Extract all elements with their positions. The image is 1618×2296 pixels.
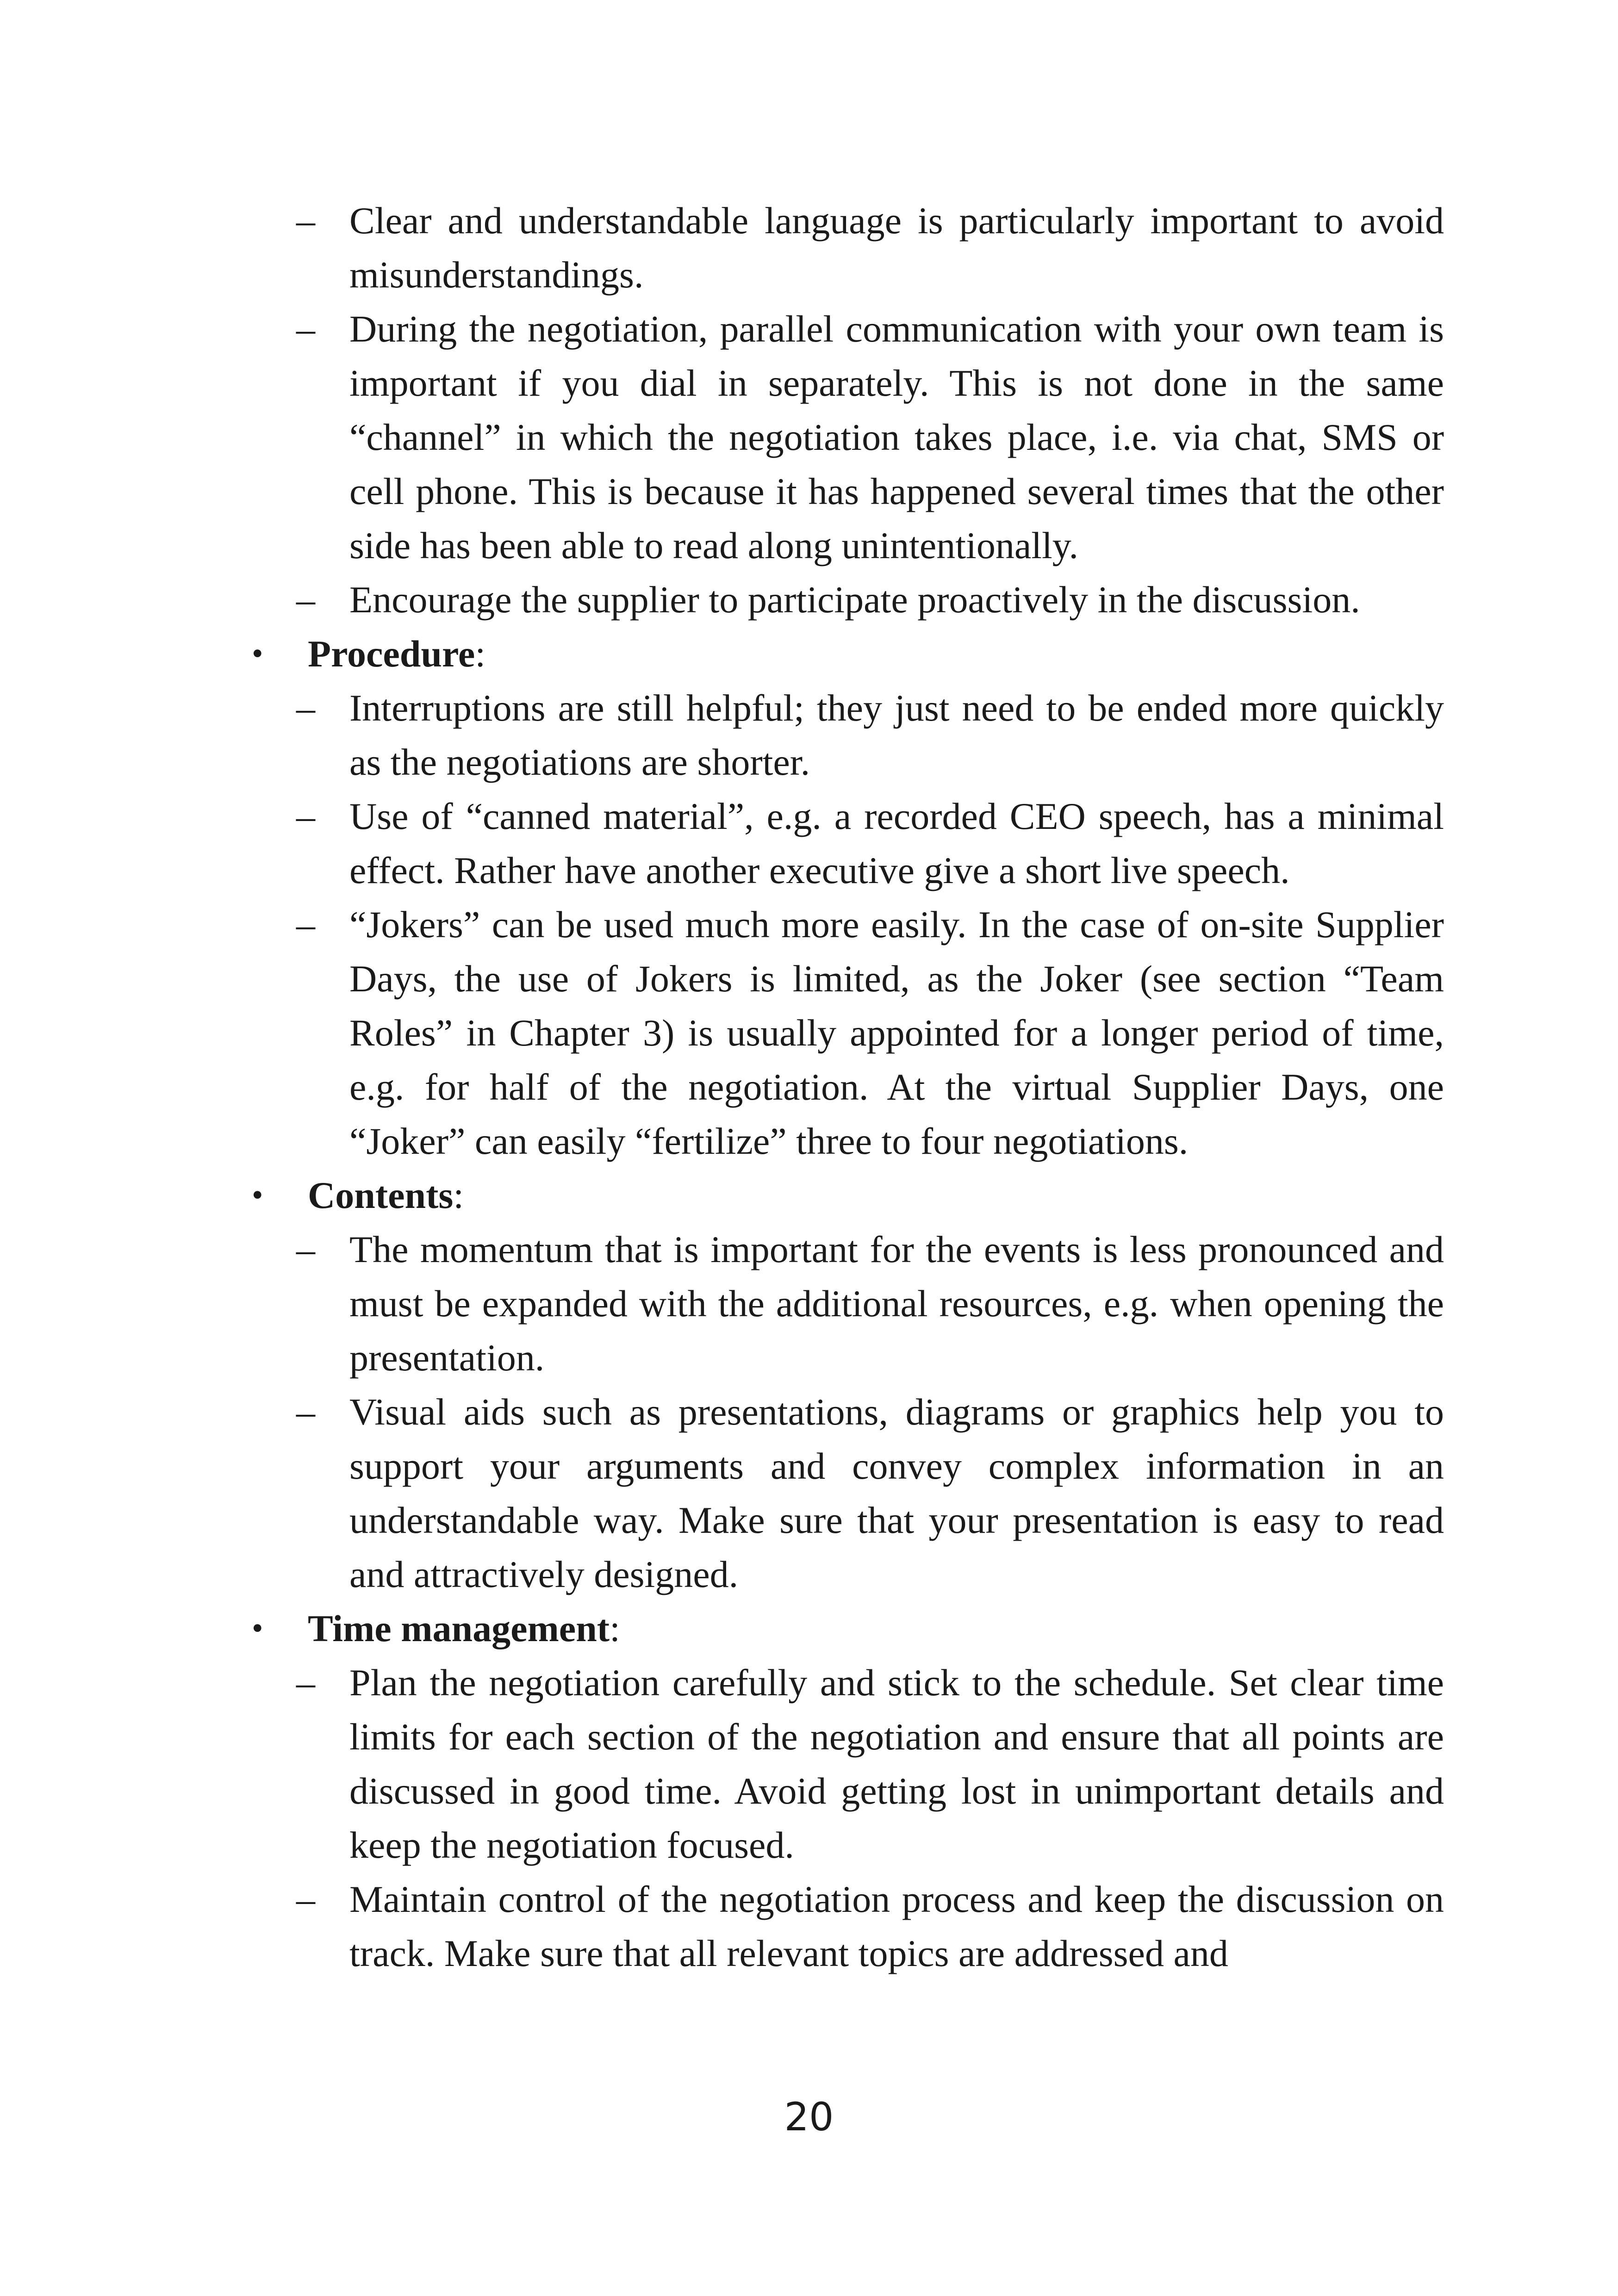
list-item: [245, 572, 1444, 627]
list-item-text: Interruptions are still helpful; they just need to be ended more quickly as the negotiations are shorter.: [349, 687, 1444, 783]
list-item: [245, 1222, 1444, 1385]
page-number: 20: [784, 2094, 834, 2140]
list-item-text: Maintain control of the negotiation process and keep the discussion on track. Make sure that all relevant topics are addressed and: [349, 1878, 1444, 1974]
list-item: [245, 193, 1444, 302]
section-heading-text: Contents: [308, 1174, 454, 1216]
dash-marker: –: [296, 1661, 315, 1704]
section-heading-text: Time management: [308, 1607, 610, 1649]
list-item-text: Clear and understandable language is particularly important to avoid misunderstandings.: [349, 199, 1444, 296]
bullet-marker: •: [252, 636, 263, 672]
section-heading-colon: :: [475, 633, 486, 675]
list-item-text: Encourage the supplier to participate proactively in the discussion.: [349, 579, 1360, 621]
dash-marker: –: [296, 1228, 315, 1270]
list-item: [245, 302, 1444, 572]
section-heading: [245, 1168, 1444, 1222]
dash-marker: –: [296, 795, 315, 837]
list-item-text: Plan the negotiation carefully and stick to the schedule. Set clear time limits for each section of the negotiation and ensure that all points are discussed in good time. Avoid getting lost in unimportant details and keep the negotiation focused.: [349, 1661, 1444, 1866]
list-item: [245, 681, 1444, 789]
dash-marker: –: [296, 1878, 315, 1920]
list-item-text: “Jokers” can be used much more easily. In the case of on-site Supplier Days, the use of Jokers is limited, as the Joker (see section “Team Roles” in Chapter 3) is usually appointed for a longer period of time, e.g. for half of the negotiation. At the virtual Supplier Days, one “Joker” can easily “fertilize” three to four negotiations.: [349, 903, 1444, 1162]
dash-marker: –: [296, 199, 315, 242]
list-item: [245, 789, 1444, 897]
section-heading-text: Procedure: [308, 633, 475, 675]
section-heading: [245, 627, 1444, 681]
dash-marker: –: [296, 687, 315, 729]
list-item-text: Use of “canned material”, e.g. a recorded CEO speech, has a minimal effect. Rather have another executive give a short live speech.: [349, 795, 1444, 891]
bullet-marker: •: [252, 1177, 263, 1213]
dash-marker: –: [296, 1391, 315, 1433]
list-item-text: During the negotiation, parallel communication with your own team is important if you dial in separately. This is not done in the same “channel” in which the negotiation takes place, i.e. via chat, SMS or cell phone. This is because it has happened several times that the other side has been able to read along unintentionally.: [349, 308, 1444, 566]
dash-marker: –: [296, 579, 315, 621]
bullet-marker: •: [252, 1611, 263, 1646]
section-heading: [245, 1601, 1444, 1655]
page-body: [245, 193, 1444, 1980]
section-heading-colon: :: [453, 1174, 464, 1216]
list-item: [245, 897, 1444, 1168]
list-item: [245, 1385, 1444, 1601]
dash-marker: –: [296, 308, 315, 350]
section-heading-colon: :: [610, 1607, 620, 1649]
list-item: [245, 1655, 1444, 1872]
list-item-text: The momentum that is important for the events is less pronounced and must be expanded with the additional resources, e.g. when opening the presentation.: [349, 1228, 1444, 1379]
list-item-text: Visual aids such as presentations, diagrams or graphics help you to support your arguments and convey complex information in an understandable way. Make sure that your presentation is easy to read and attractively designed.: [349, 1391, 1444, 1595]
list-item: [245, 1872, 1444, 1980]
dash-marker: –: [296, 903, 315, 946]
